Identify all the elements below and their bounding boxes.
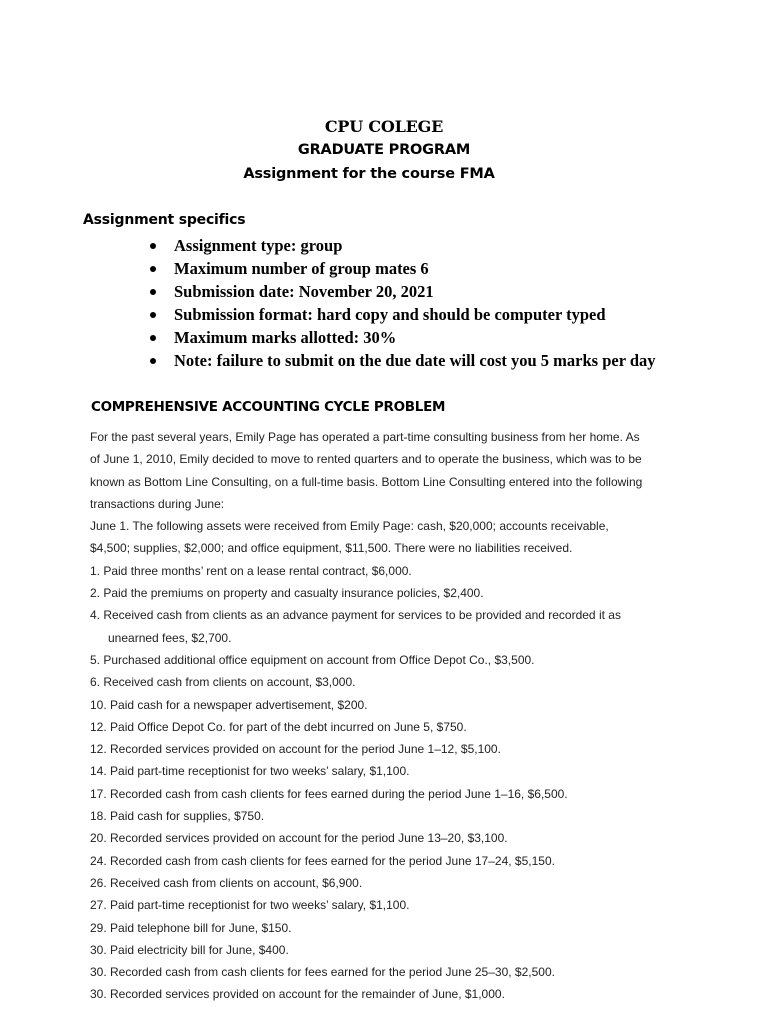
- transaction-line: 6. Received cash from clients on account, $3,000.: [90, 675, 356, 690]
- transaction-line: 5. Purchased additional office equipment on account from Office Depot Co., $3,500.: [90, 652, 535, 667]
- bullet-icon: [150, 243, 156, 249]
- spec-item-text: Note: failure to submit on the due date will cost you 5 marks per day: [174, 351, 656, 370]
- bullet-icon: [150, 289, 156, 295]
- transaction-line: 14. Paid part-time receptionist for two weeks’ salary, $1,100.: [90, 764, 410, 779]
- list-item: [150, 303, 656, 326]
- bullet-icon: [150, 312, 156, 318]
- transaction-line: 30. Paid electricity bill for June, $400.: [90, 942, 289, 957]
- spec-item-text: Submission format: hard copy and should be computer typed: [174, 305, 606, 324]
- transaction-line: 29. Paid telephone bill for June, $150.: [90, 920, 292, 935]
- list-item: [150, 280, 656, 303]
- transaction-line: 10. Paid cash for a newspaper advertisement, $200.: [90, 697, 368, 712]
- problem-body: [90, 426, 680, 1006]
- list-item: [150, 349, 656, 372]
- transaction-line: 18. Paid cash for supplies, $750.: [90, 809, 265, 824]
- transaction-line: 20. Recorded services provided on account for the period June 13–20, $3,100.: [90, 831, 508, 846]
- transaction-line: 12. Recorded services provided on account for the period June 1–12, $5,100.: [90, 742, 501, 757]
- assignment-title: Assignment for the course FMA: [243, 166, 495, 182]
- list-item: [150, 257, 656, 280]
- list-item: [150, 234, 656, 257]
- intro-line: For the past several years, Emily Page has operated a part-time consulting business from her home. As: [90, 430, 640, 444]
- spec-item-text: Maximum number of group mates 6: [174, 259, 429, 278]
- list-item: [150, 326, 656, 349]
- transaction-line: 2. Paid the premiums on property and casualty insurance policies, $2,400.: [90, 586, 484, 601]
- specifics-list: [150, 234, 656, 372]
- transaction-line: 4. Received cash from clients as an advance payment for services to be provided and recorded it as: [90, 608, 621, 623]
- intro-line: June 1. The following assets were received from Emily Page: cash, $20,000; accounts receivable,: [90, 519, 609, 534]
- spec-item-text: Maximum marks allotted: 30%: [174, 328, 397, 347]
- transaction-line: 24. Recorded cash from cash clients for fees earned for the period June 17–24, $5,150.: [90, 853, 555, 868]
- bullet-icon: [150, 266, 156, 272]
- transaction-line: 27. Paid part-time receptionist for two weeks’ salary, $1,100.: [90, 898, 410, 913]
- program-title: GRADUATE PROGRAM: [297, 142, 471, 158]
- spec-item-text: Submission date: November 20, 2021: [174, 282, 434, 301]
- transaction-line: unearned fees, $2,700.: [108, 630, 232, 645]
- intro-line: known as Bottom Line Consulting, on a full-time basis. Bottom Line Consulting entered into the following: [90, 474, 643, 489]
- transaction-line: 1. Paid three months’ rent on a lease rental contract, $6,000.: [90, 563, 412, 578]
- transaction-line: 26. Received cash from clients on account, $6,900.: [90, 875, 363, 890]
- transaction-line: 30. Recorded services provided on account for the remainder of June, $1,000.: [90, 987, 505, 1002]
- transaction-line: 17. Recorded cash from cash clients for fees earned during the period June 1–16, $6,500.: [90, 786, 568, 801]
- transaction-line: 12. Paid Office Depot Co. for part of the debt incurred on June 5, $750.: [90, 719, 467, 734]
- intro-line: $4,500; supplies, $2,000; and office equipment, $11,500. There were no liabilities received.: [90, 541, 573, 556]
- transaction-line: 30. Recorded cash from cash clients for fees earned for the period June 25–30, $2,500.: [90, 965, 555, 980]
- spec-item-text: Assignment type: group: [174, 236, 343, 255]
- bullet-icon: [150, 335, 156, 341]
- specifics-heading: Assignment specifics: [83, 212, 246, 228]
- problem-heading: COMPREHENSIVE ACCOUNTING CYCLE PROBLEM: [91, 399, 446, 415]
- intro-line: transactions during June:: [90, 496, 225, 511]
- bullet-icon: [150, 358, 156, 364]
- intro-line: of June 1, 2010, Emily decided to move to rented quarters and to operate the business, which was to be: [90, 452, 642, 467]
- college-title: CPU COLEGE: [324, 117, 444, 136]
